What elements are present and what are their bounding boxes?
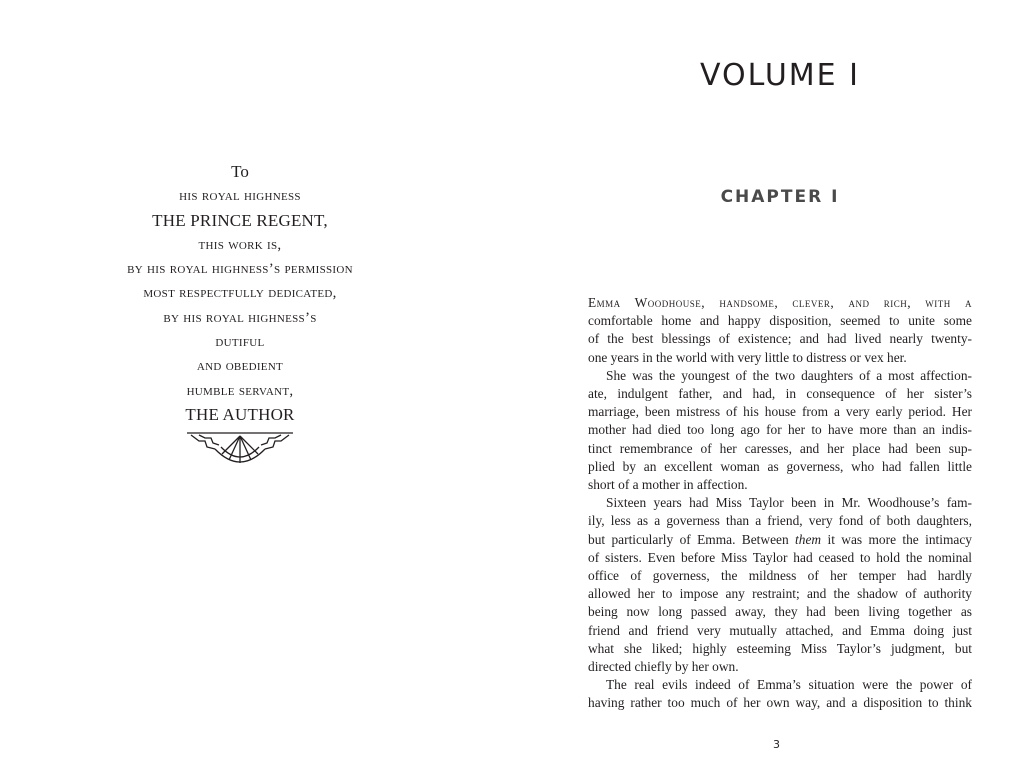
page-number: 3 — [773, 738, 780, 751]
text-line: of sisters. Even before Miss Taylor had ceased to hold the nominal — [588, 549, 972, 565]
text-line: marriage, been mistress of his house from a very early period. Her — [588, 404, 972, 420]
text-line: The real evils indeed of Emma’s situation were the power of — [606, 677, 972, 693]
dedication-line: humble servant, — [186, 382, 294, 399]
dedication-line: dutiful — [215, 334, 265, 351]
dedication-to: To — [231, 162, 249, 181]
text-segment: but particularly of Emma. Between — [588, 531, 789, 547]
text-line: tinct remembrance of her caresses, and her place had been sup- — [588, 440, 972, 456]
dedication-prince-regent: THE PRINCE REGENT, — [152, 210, 328, 230]
art-deco-fan-ornament-icon — [185, 431, 295, 467]
text-line: ate, indulgent father, and had, in consequence of her sister’s — [588, 386, 972, 402]
text-line: allowed her to impose any restraint; and the shadow of authority — [588, 586, 972, 602]
volume-title: VOLUME I — [699, 58, 860, 93]
dedication — [40, 160, 440, 467]
right-page — [510, 0, 1020, 777]
text-line: of the best blessings of existence; and had lived nearly twenty- — [588, 331, 972, 347]
text-line: Sixteen years had Miss Taylor been in Mr. Woodhouse’s fam- — [606, 495, 972, 511]
chapter-body-text — [588, 294, 972, 713]
text-line: ily, less as a governess than a friend, very fond of both daughters, — [588, 513, 972, 529]
text-line: short of a mother in affection. — [588, 477, 748, 493]
dedication-line: and obedient — [196, 358, 284, 375]
dedication-the-author: THE AUTHOR — [185, 404, 295, 424]
dedication-line: most respectfully dedicated, — [143, 285, 337, 302]
text-line: comfortable home and happy disposition, seemed to unite some — [588, 313, 972, 329]
text-line: She was the youngest of the two daughters of a most affection- — [606, 367, 972, 383]
dedication-line: his royal highness — [179, 188, 301, 205]
text-line: plied by an excellent woman as governess, who had fallen little — [588, 458, 972, 474]
text-line-with-emphasis — [588, 531, 972, 549]
text-line: office of governess, the mildness of her temper had hardly — [588, 568, 972, 584]
dedication-line: by his royal highness’s — [163, 309, 317, 326]
emphasis-them: them — [795, 531, 822, 547]
text-line: mother had died too long ago for her to have more than an indis- — [588, 422, 972, 438]
text-line: being now long passed away, they had been living together as — [588, 604, 972, 620]
text-segment: it was more the intimacy — [827, 531, 972, 547]
text-line: having rather too much of her own way, and a disposition to think — [588, 695, 972, 711]
text-line: directed chiefly by her own. — [588, 659, 739, 675]
dedication-line: by his royal highness’s permission — [127, 261, 353, 278]
text-line-opening: Emma Woodhouse, handsome, clever, and rich, with a — [588, 295, 972, 310]
text-line: friend and friend very mutually attached, and Emma doing just — [588, 622, 972, 638]
text-line: one years in the world with very little to distress or vex her. — [588, 349, 907, 365]
chapter-title: CHAPTER I — [720, 187, 840, 207]
dedication-line: this work is, — [198, 236, 282, 253]
text-line: what she liked; highly esteeming Miss Taylor’s judgment, but — [588, 640, 972, 656]
